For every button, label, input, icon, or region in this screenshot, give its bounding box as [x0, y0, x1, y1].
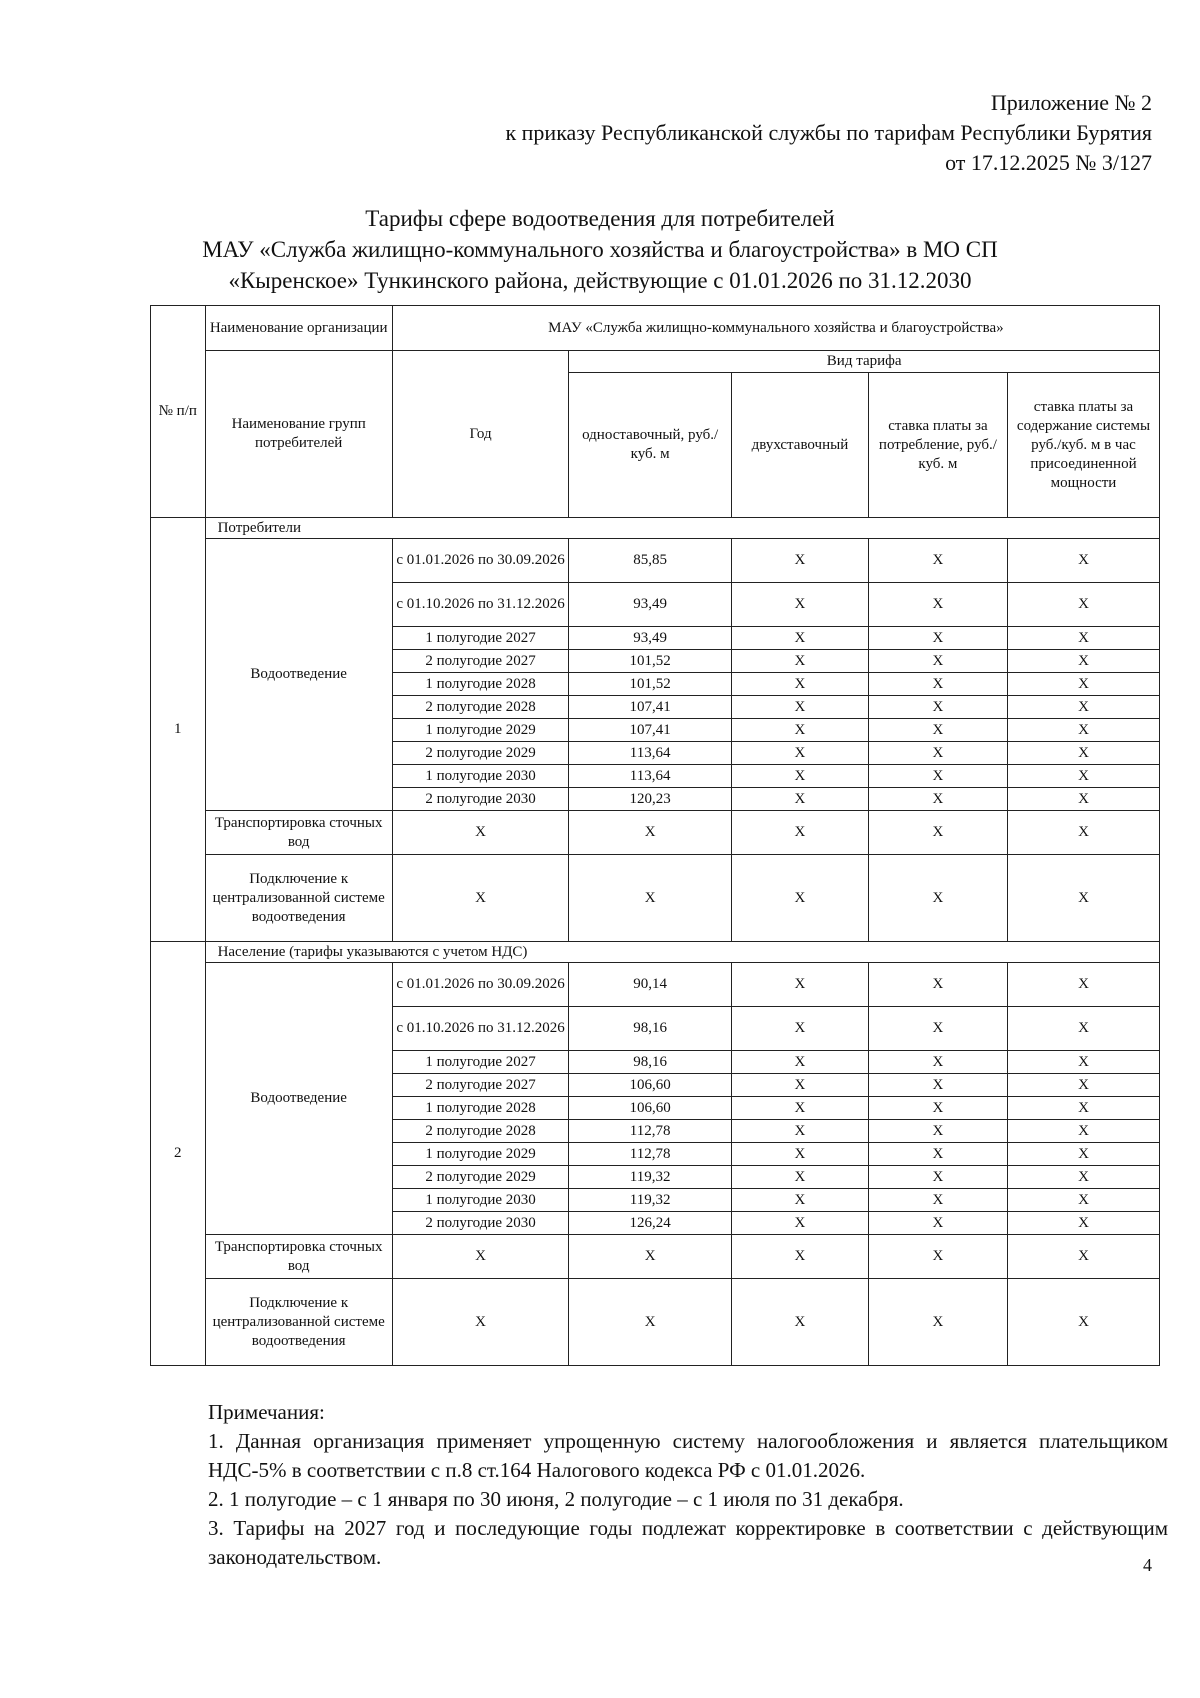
- period-cell: X: [392, 1279, 569, 1366]
- maintenance-rate-cell: X: [1007, 855, 1159, 942]
- header-tariff-type: Вид тарифа: [569, 351, 1160, 373]
- two-rate-cell: X: [731, 811, 868, 855]
- consumption-rate-cell: X: [868, 1235, 1007, 1279]
- title-line-2: МАУ «Служба жилищно-коммунального хозяйства и благоустройства» в МО СП: [202, 237, 998, 262]
- single-rate-cell: X: [569, 1279, 732, 1366]
- two-rate-cell: X: [731, 765, 868, 788]
- page-number: 4: [1143, 1555, 1152, 1575]
- consumption-rate-cell: X: [868, 1007, 1007, 1051]
- order-date-number: от 17.12.2025 № 3/127: [945, 150, 1152, 175]
- two-rate-cell: X: [731, 855, 868, 942]
- title-line-1: Тарифы сфере водоотведения для потребителей: [365, 206, 835, 231]
- period-cell: X: [392, 811, 569, 855]
- header-two-rate: двухставочный: [731, 373, 868, 518]
- single-rate-cell: 98,16: [569, 1007, 732, 1051]
- two-rate-cell: X: [731, 627, 868, 650]
- two-rate-cell: X: [731, 1074, 868, 1097]
- document-title: [0, 203, 1200, 296]
- period-cell: с 01.01.2026 по 30.09.2026: [392, 539, 569, 583]
- consumption-rate-cell: X: [868, 1051, 1007, 1074]
- two-rate-cell: X: [731, 673, 868, 696]
- single-rate-cell: 119,32: [569, 1189, 732, 1212]
- single-rate-cell: 85,85: [569, 539, 732, 583]
- consumption-rate-cell: X: [868, 742, 1007, 765]
- consumption-rate-cell: X: [868, 1166, 1007, 1189]
- two-rate-cell: X: [731, 1166, 868, 1189]
- single-rate-cell: 93,49: [569, 627, 732, 650]
- tariff-table-body: [151, 518, 1160, 1366]
- table-row: [151, 1235, 1160, 1279]
- period-cell: 1 полугодие 2030: [392, 1189, 569, 1212]
- period-cell: 2 полугодие 2028: [392, 1120, 569, 1143]
- header-maintenance-rate: ставка платы за содержание системы руб./куб. м в час присоединенной мощности: [1007, 373, 1159, 518]
- single-rate-cell: 120,23: [569, 788, 732, 811]
- appendix-label: Приложение № 2: [990, 90, 1152, 115]
- period-cell: 1 полугодие 2028: [392, 1097, 569, 1120]
- two-rate-cell: X: [731, 1120, 868, 1143]
- single-rate-cell: 106,60: [569, 1097, 732, 1120]
- table-row: [151, 811, 1160, 855]
- maintenance-rate-cell: X: [1007, 1051, 1159, 1074]
- single-rate-cell: 126,24: [569, 1212, 732, 1235]
- two-rate-cell: X: [731, 788, 868, 811]
- single-rate-cell: 112,78: [569, 1143, 732, 1166]
- maintenance-rate-cell: X: [1007, 811, 1159, 855]
- table-row: [151, 963, 1160, 1007]
- category-label: Потребители: [205, 518, 1159, 539]
- maintenance-rate-cell: X: [1007, 539, 1159, 583]
- order-reference: к приказу Республиканской службы по тарифам Республики Бурятия: [505, 120, 1152, 145]
- notes-heading: Примечания:: [208, 1400, 325, 1424]
- maintenance-rate-cell: X: [1007, 583, 1159, 627]
- category-label: Население (тарифы указываются с учетом НДС): [205, 942, 1159, 963]
- period-cell: 1 полугодие 2029: [392, 719, 569, 742]
- consumption-rate-cell: X: [868, 539, 1007, 583]
- table-row: [151, 539, 1160, 583]
- maintenance-rate-cell: X: [1007, 1212, 1159, 1235]
- note-item: 2. 1 полугодие – с 1 января по 30 июня, 2 полугодие – с 1 июля по 31 декабря.: [208, 1487, 904, 1511]
- consumption-rate-cell: X: [868, 855, 1007, 942]
- header-consumer-groups: Наименование групп потребителей: [205, 351, 392, 518]
- two-rate-cell: X: [731, 1212, 868, 1235]
- single-rate-cell: 113,64: [569, 742, 732, 765]
- consumption-rate-cell: X: [868, 811, 1007, 855]
- maintenance-rate-cell: X: [1007, 1166, 1159, 1189]
- two-rate-cell: X: [731, 1189, 868, 1212]
- note-item: 1. Данная организация применяет упрощенную систему налогообложения и является плательщиком НДС-5% в соответствии с п.8 ст.164 Налогового кодекса РФ с 01.01.2026.: [208, 1429, 1168, 1482]
- period-cell: X: [392, 1235, 569, 1279]
- header-year: Год: [392, 351, 569, 518]
- period-cell: X: [392, 855, 569, 942]
- tariff-table: [150, 305, 1160, 1366]
- single-rate-cell: 107,41: [569, 719, 732, 742]
- consumption-rate-cell: X: [868, 1212, 1007, 1235]
- period-cell: с 01.10.2026 по 31.12.2026: [392, 1007, 569, 1051]
- table-row: [151, 855, 1160, 942]
- maintenance-rate-cell: X: [1007, 1189, 1159, 1212]
- single-rate-cell: 107,41: [569, 696, 732, 719]
- single-rate-cell: 119,32: [569, 1166, 732, 1189]
- header-number: № п/п: [151, 306, 206, 518]
- maintenance-rate-cell: X: [1007, 1097, 1159, 1120]
- consumption-rate-cell: X: [868, 650, 1007, 673]
- consumption-rate-cell: X: [868, 1097, 1007, 1120]
- two-rate-cell: X: [731, 583, 868, 627]
- two-rate-cell: X: [731, 1051, 868, 1074]
- title-line-3: «Кыренское» Тункинского района, действующие с 01.01.2026 по 31.12.2030: [228, 268, 972, 293]
- single-rate-cell: 98,16: [569, 1051, 732, 1074]
- consumption-rate-cell: X: [868, 1279, 1007, 1366]
- consumption-rate-cell: X: [868, 719, 1007, 742]
- two-rate-cell: X: [731, 963, 868, 1007]
- maintenance-rate-cell: X: [1007, 650, 1159, 673]
- single-rate-cell: 101,52: [569, 673, 732, 696]
- maintenance-rate-cell: X: [1007, 627, 1159, 650]
- category-row: [151, 518, 1160, 539]
- two-rate-cell: X: [731, 719, 868, 742]
- consumption-rate-cell: X: [868, 765, 1007, 788]
- consumption-rate-cell: X: [868, 696, 1007, 719]
- period-cell: 1 полугодие 2027: [392, 627, 569, 650]
- period-cell: с 01.10.2026 по 31.12.2026: [392, 583, 569, 627]
- consumption-rate-cell: X: [868, 1120, 1007, 1143]
- connection-label: Подключение к централизованной системе водоотведения: [205, 1279, 392, 1366]
- maintenance-rate-cell: X: [1007, 673, 1159, 696]
- service-label: Водоотведение: [205, 539, 392, 811]
- transport-label: Транспортировка сточных вод: [205, 1235, 392, 1279]
- two-rate-cell: X: [731, 696, 868, 719]
- maintenance-rate-cell: X: [1007, 1235, 1159, 1279]
- period-cell: с 01.01.2026 по 30.09.2026: [392, 963, 569, 1007]
- maintenance-rate-cell: X: [1007, 1120, 1159, 1143]
- transport-label: Транспортировка сточных вод: [205, 811, 392, 855]
- two-rate-cell: X: [731, 539, 868, 583]
- row-number: 1: [151, 518, 206, 942]
- period-cell: 2 полугодие 2030: [392, 788, 569, 811]
- maintenance-rate-cell: X: [1007, 742, 1159, 765]
- consumption-rate-cell: X: [868, 1189, 1007, 1212]
- single-rate-cell: 112,78: [569, 1120, 732, 1143]
- single-rate-cell: X: [569, 855, 732, 942]
- period-cell: 2 полугодие 2030: [392, 1212, 569, 1235]
- single-rate-cell: 101,52: [569, 650, 732, 673]
- document-header: [505, 88, 1152, 178]
- maintenance-rate-cell: X: [1007, 788, 1159, 811]
- table-row: [151, 1279, 1160, 1366]
- header-org-name: МАУ «Служба жилищно-коммунального хозяйства и благоустройства»: [392, 306, 1159, 351]
- consumption-rate-cell: X: [868, 627, 1007, 650]
- period-cell: 1 полугодие 2029: [392, 1143, 569, 1166]
- connection-label: Подключение к централизованной системе водоотведения: [205, 855, 392, 942]
- consumption-rate-cell: X: [868, 583, 1007, 627]
- maintenance-rate-cell: X: [1007, 1279, 1159, 1366]
- category-row: [151, 942, 1160, 963]
- period-cell: 2 полугодие 2027: [392, 650, 569, 673]
- maintenance-rate-cell: X: [1007, 719, 1159, 742]
- header-single-rate: одноставочный, руб./ куб. м: [569, 373, 732, 518]
- two-rate-cell: X: [731, 650, 868, 673]
- single-rate-cell: 93,49: [569, 583, 732, 627]
- consumption-rate-cell: X: [868, 673, 1007, 696]
- header-org-label: Наименование организации: [205, 306, 392, 351]
- maintenance-rate-cell: X: [1007, 696, 1159, 719]
- period-cell: 2 полугодие 2029: [392, 742, 569, 765]
- single-rate-cell: 113,64: [569, 765, 732, 788]
- service-label: Водоотведение: [205, 963, 392, 1235]
- maintenance-rate-cell: X: [1007, 1074, 1159, 1097]
- period-cell: 1 полугодие 2028: [392, 673, 569, 696]
- period-cell: 2 полугодие 2027: [392, 1074, 569, 1097]
- period-cell: 2 полугодие 2028: [392, 696, 569, 719]
- two-rate-cell: X: [731, 1007, 868, 1051]
- single-rate-cell: X: [569, 811, 732, 855]
- consumption-rate-cell: X: [868, 1143, 1007, 1166]
- consumption-rate-cell: X: [868, 788, 1007, 811]
- period-cell: 2 полугодие 2029: [392, 1166, 569, 1189]
- notes-section: [208, 1398, 1168, 1572]
- two-rate-cell: X: [731, 1235, 868, 1279]
- note-item: 3. Тарифы на 2027 год и последующие годы подлежат корректировке в соответствии с действующим законодательством.: [208, 1516, 1168, 1569]
- two-rate-cell: X: [731, 1279, 868, 1366]
- single-rate-cell: 90,14: [569, 963, 732, 1007]
- single-rate-cell: X: [569, 1235, 732, 1279]
- maintenance-rate-cell: X: [1007, 1143, 1159, 1166]
- row-number: 2: [151, 942, 206, 1366]
- consumption-rate-cell: X: [868, 963, 1007, 1007]
- maintenance-rate-cell: X: [1007, 765, 1159, 788]
- two-rate-cell: X: [731, 1097, 868, 1120]
- maintenance-rate-cell: X: [1007, 1007, 1159, 1051]
- maintenance-rate-cell: X: [1007, 963, 1159, 1007]
- period-cell: 1 полугодие 2027: [392, 1051, 569, 1074]
- header-consumption-rate: ставка платы за потребление, руб./ куб. м: [868, 373, 1007, 518]
- two-rate-cell: X: [731, 1143, 868, 1166]
- single-rate-cell: 106,60: [569, 1074, 732, 1097]
- two-rate-cell: X: [731, 742, 868, 765]
- consumption-rate-cell: X: [868, 1074, 1007, 1097]
- period-cell: 1 полугодие 2030: [392, 765, 569, 788]
